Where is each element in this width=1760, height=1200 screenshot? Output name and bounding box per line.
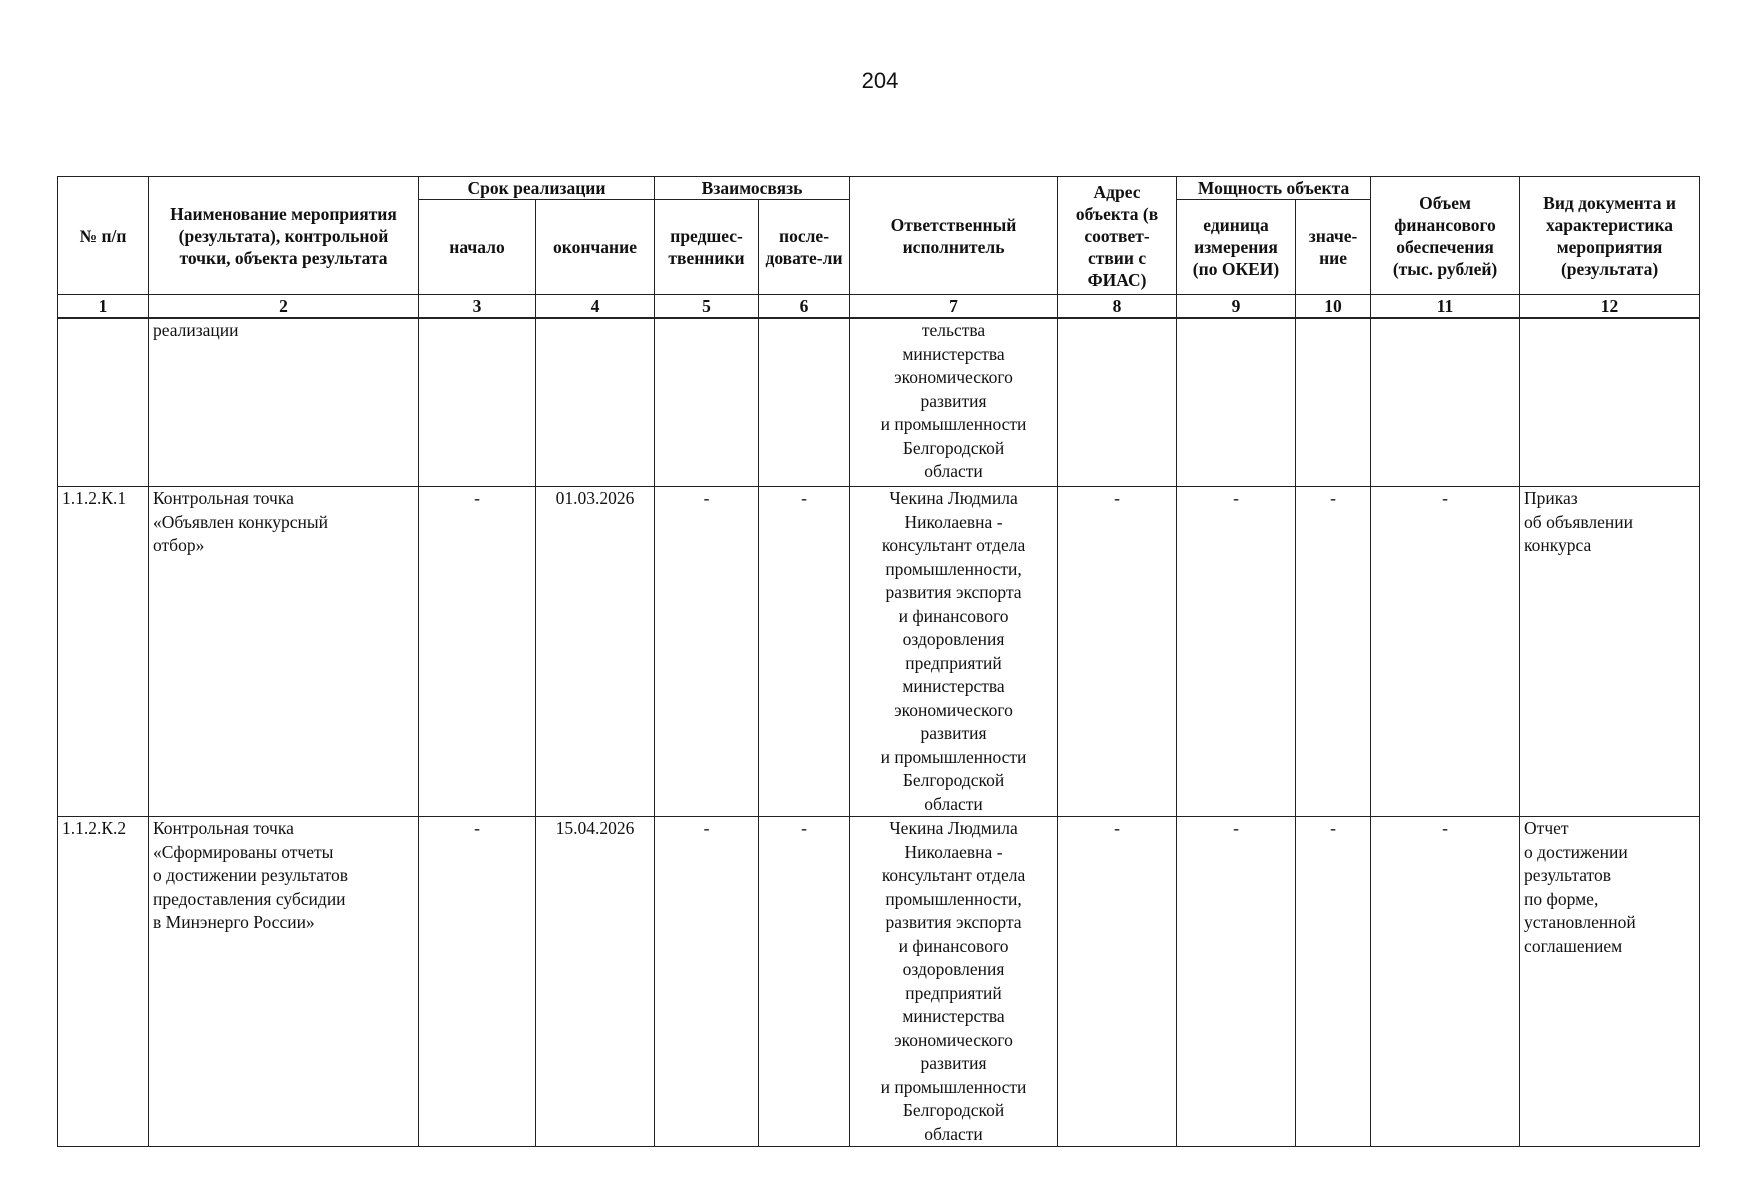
column-number: 5: [655, 295, 759, 319]
row-address: -: [1058, 487, 1177, 817]
header-col-num: № п/п: [58, 177, 149, 295]
header-group-power: Мощность объекта: [1177, 177, 1371, 200]
column-number: 2: [149, 295, 419, 319]
header-group-link: Взаимосвязь: [655, 177, 850, 200]
row-unit: -: [1177, 487, 1296, 817]
header-col-responsible: Ответственный исполнитель: [850, 177, 1058, 295]
column-number: 8: [1058, 295, 1177, 319]
row-unit: -: [1177, 817, 1296, 1147]
row-value: -: [1296, 487, 1371, 817]
row-value: [1296, 318, 1371, 487]
row-successors: -: [759, 817, 850, 1147]
header-col-predecessors: предшес-твенники: [655, 200, 759, 295]
column-number: 3: [419, 295, 536, 319]
row-finance: [1371, 318, 1520, 487]
row-number: 1.1.2.К.2: [58, 817, 149, 1147]
row-address: [1058, 318, 1177, 487]
row-end: 15.04.2026: [536, 817, 655, 1147]
header-col-name: Наименование мероприятия (результата), контрольной точки, объекта результата: [149, 177, 419, 295]
header-col-finance: Объем финансового обеспечения (тыс. рублей): [1371, 177, 1520, 295]
row-value: -: [1296, 817, 1371, 1147]
column-number: 10: [1296, 295, 1371, 319]
column-number: 11: [1371, 295, 1520, 319]
row-successors: [759, 318, 850, 487]
row-number: 1.1.2.К.1: [58, 487, 149, 817]
row-responsible: Чекина Людмила Николаевна - консультант отдела промышленности, развития экспорта и финансового оздоровления предприятий министерства экономического развития и промышленности Белгородской области: [850, 817, 1058, 1147]
row-start: -: [419, 487, 536, 817]
table-row: [58, 487, 1700, 817]
header-group-term: Срок реализации: [419, 177, 655, 200]
row-responsible: Чекина Людмила Николаевна - консультант отдела промышленности, развития экспорта и финансового оздоровления предприятий министерства экономического развития и промышленности Белгородской области: [850, 487, 1058, 817]
row-predecessors: [655, 318, 759, 487]
row-name: Контрольная точка «Сформированы отчеты о достижении результатов предоставления субсидии в Минэнерго России»: [149, 817, 419, 1147]
table-row: [58, 817, 1700, 1147]
row-predecessors: -: [655, 487, 759, 817]
row-document: [1520, 318, 1700, 487]
row-address: -: [1058, 817, 1177, 1147]
header-col-document: Вид документа и характеристика мероприятия (результата): [1520, 177, 1700, 295]
row-successors: -: [759, 487, 850, 817]
row-start: -: [419, 817, 536, 1147]
row-name: Контрольная точка «Объявлен конкурсный отбор»: [149, 487, 419, 817]
header-row-top: [58, 177, 1700, 200]
header-col-successors: после-довате-ли: [759, 200, 850, 295]
column-number: 9: [1177, 295, 1296, 319]
header-col-start: начало: [419, 200, 536, 295]
row-responsible: тельства министерства экономического развития и промышленности Белгородской области: [850, 318, 1058, 487]
header-col-value: значе-ние: [1296, 200, 1371, 295]
column-number: 7: [850, 295, 1058, 319]
header-col-address: Адрес объекта (в соответ-ствии с ФИАС): [1058, 177, 1177, 295]
row-document: Приказ об объявлении конкурса: [1520, 487, 1700, 817]
row-document: Отчет о достижении результатов по форме, установленной соглашением: [1520, 817, 1700, 1147]
row-start: [419, 318, 536, 487]
row-unit: [1177, 318, 1296, 487]
header-col-end: окончание: [536, 200, 655, 295]
row-name: реализации: [149, 318, 419, 487]
page-number: 204: [861, 68, 899, 93]
column-number: 6: [759, 295, 850, 319]
row-end: 01.03.2026: [536, 487, 655, 817]
column-number: 1: [58, 295, 149, 319]
table-row: [58, 318, 1700, 487]
column-number: 12: [1520, 295, 1700, 319]
row-predecessors: -: [655, 817, 759, 1147]
row-finance: -: [1371, 487, 1520, 817]
row-number: [58, 318, 149, 487]
row-finance: -: [1371, 817, 1520, 1147]
header-col-unit: единица измерения (по ОКЕИ): [1177, 200, 1296, 295]
implementation-plan-table: [57, 176, 1700, 1147]
column-number-row: [58, 295, 1700, 319]
row-end: [536, 318, 655, 487]
column-number: 4: [536, 295, 655, 319]
